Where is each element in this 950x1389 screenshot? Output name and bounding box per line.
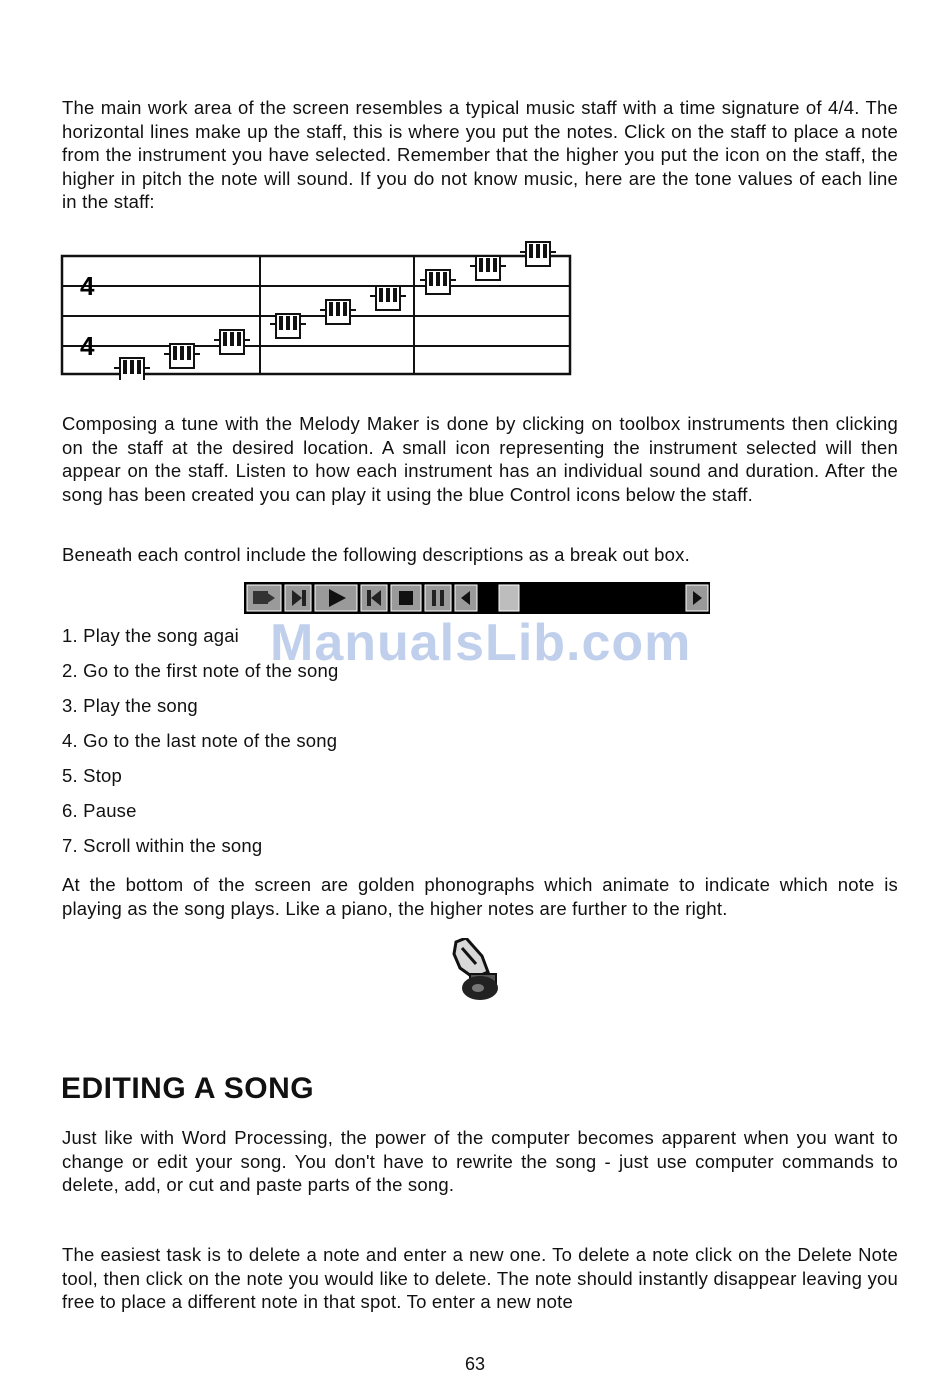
note-icon — [270, 314, 306, 338]
note-icon — [520, 242, 556, 266]
note-icon — [320, 300, 356, 324]
play-icon — [315, 585, 357, 611]
list-item: 5. Stop — [62, 765, 123, 786]
break-out-box-paragraph: Beneath each control include the following descriptions as a break out box. — [62, 544, 690, 565]
note-icon — [114, 358, 150, 380]
delete-note-paragraph: The easiest task is to delete a note and enter a new one. To delete a note click on the Delete Note tool, then click on the note you would like to delete. The note should instantly disappear leaving you free to place a different note in that spot. To enter a new note — [62, 1244, 898, 1313]
scroll-right-icon — [686, 585, 708, 611]
note-icon — [214, 330, 250, 354]
scroll-left-icon — [455, 585, 477, 611]
section-heading: EDITING A SONG — [61, 1072, 315, 1105]
control-bar — [244, 582, 710, 614]
intro-paragraph: The main work area of the screen resembles a typical music staff with a time signature of 4/4. The horizontal lines make up the staff, this is where you put the notes. Click on the staff to place a note from the instrument you have selected. Remember that the higher you put the icon on the staff, the higher in pitch the note will sound. If you do not know music, here are the tone values of each line in the staff: — [62, 97, 898, 213]
phonographs-paragraph: At the bottom of the screen are golden phonographs which animate to indicate which note is playing as the song plays. Like a piano, the higher notes are further to the right. — [62, 874, 898, 919]
scroll-thumb-icon — [499, 585, 519, 611]
last-note-icon — [361, 585, 387, 611]
pause-icon — [425, 585, 451, 611]
stop-icon — [391, 585, 421, 611]
list-item: 6. Pause — [62, 800, 137, 821]
staff-diagram — [60, 240, 575, 380]
note-icon — [470, 256, 506, 280]
editing-paragraph: Just like with Word Processing, the power of the computer becomes apparent when you want to change or edit your song. You don't have to rewrite the song - just use computer commands to delete, add, or cut and paste parts of the song. — [62, 1127, 898, 1196]
list-item: 3. Play the song — [62, 695, 198, 716]
composing-paragraph: Composing a tune with the Melody Maker is done by clicking on toolbox instruments then clicking on the staff at the desired location. A small icon representing the instrument selected will then appear on the staff. Listen to how each instrument has an individual sound and duration. After the song has been created you can play it using the blue Control icons below the staff. — [62, 413, 898, 505]
time-signature-bottom: 4 — [80, 331, 95, 361]
phonograph-icon — [452, 938, 500, 1004]
list-item: 7. Scroll within the song — [62, 835, 263, 856]
list-item: 2. Go to the first note of the song — [62, 660, 339, 681]
note-icon — [420, 270, 456, 294]
list-item: 1. Play the song agai — [62, 625, 239, 646]
note-icon — [370, 286, 406, 310]
time-signature-top: 4 — [80, 271, 95, 301]
note-icon — [164, 344, 200, 368]
list-item: 4. Go to the last note of the song — [62, 730, 338, 751]
watermark: ManualsLib.com — [270, 614, 692, 672]
page-number: 63 — [464, 1354, 486, 1374]
first-note-icon — [285, 585, 311, 611]
play-again-icon — [247, 585, 281, 611]
note-icons — [114, 242, 556, 380]
